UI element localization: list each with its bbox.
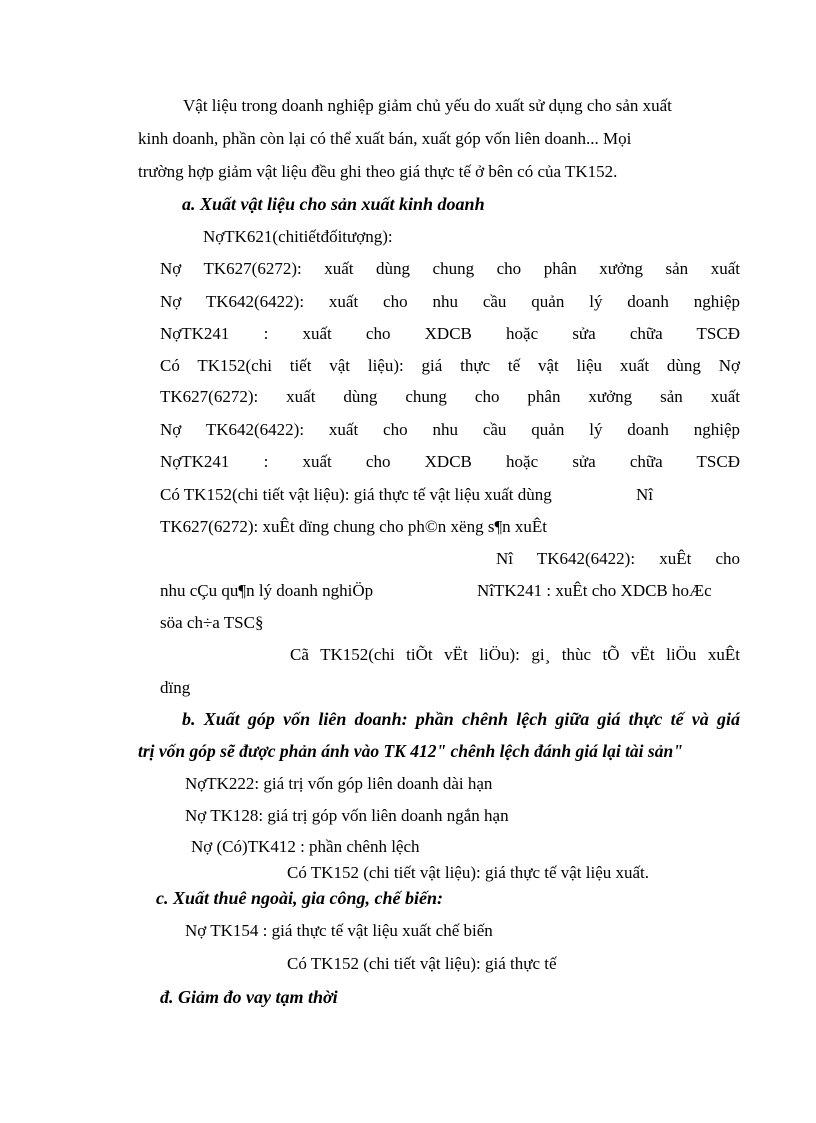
entry-line: Nợ TK627(6272): xuất dùng chung cho phân xưởng sản xuất	[160, 259, 740, 278]
entry-line: Nợ TK154 : giá thực tế vật liệu xuất chế biến	[185, 921, 493, 940]
entry-line: nhu cÇu qu¶n lý doanh nghiÖp	[160, 581, 374, 600]
entry-line: TK627(6272): xuất dùng chung cho phân xưởng sản xuất	[160, 387, 740, 406]
paragraph-line: trường hợp giảm vật liệu đều ghi theo giá thực tế ở bên có của TK152.	[138, 162, 618, 181]
entry-line: Nợ TK642(6422): xuất cho nhu cầu quản lý doanh nghiệp	[160, 292, 740, 311]
entry-line: Có TK152 (chi tiết vật liệu): giá thực tế	[287, 954, 557, 973]
section-heading-a: a. Xuất vật liệu cho sản xuất kinh doanh	[182, 194, 485, 214]
entry-line: TK627(6272): xuÊt dïng chung cho ph©n xëng s¶n xuÊt	[160, 517, 548, 536]
entry-line: Cã TK152(chi tiÕt vËt liÖu): gi¸ thùc tÕ vËt liÖu xuÊt	[290, 645, 740, 664]
entry-line: Có TK152 (chi tiết vật liệu): giá thực tế vật liệu xuất.	[287, 863, 650, 882]
entry-line: Có TK152(chi tiết vật liệu): giá thực tế vật liệu xuất dùng	[160, 485, 552, 504]
entry-line: NợTK241 : xuất cho XDCB hoặc sửa chữa TSCĐ	[160, 452, 740, 471]
entry-line: Nợ TK642(6422): xuất cho nhu cầu quản lý doanh nghiệp	[160, 420, 740, 439]
section-heading-b-cont: trị vốn góp sẽ được phản ánh vào TK 412" chênh lệch đánh giá lại tài sản"	[138, 741, 683, 761]
entry-line: NợTK621(chitiếtđốitượng):	[203, 227, 393, 246]
section-heading-b: b. Xuất góp vốn liên doanh: phần chênh lệch giữa giá thực tế và giá	[182, 709, 740, 729]
entry-line: dïng	[160, 678, 191, 697]
entry-line: NợTK222: giá trị vốn góp liên doanh dài hạn	[185, 774, 493, 793]
entry-line: söa ch÷a TSC§	[160, 613, 264, 632]
entry-line: NîTK241 : xuÊt cho XDCB hoÆc	[477, 581, 712, 600]
section-heading-c: c. Xuất thuê ngoài, gia công, chế biến:	[156, 888, 444, 908]
paragraph-line: kinh doanh, phần còn lại có thể xuất bán, xuất góp vốn liên doanh... Mọi	[138, 129, 632, 148]
entry-line: Có TK152(chi tiết vật liệu): giá thực tế vật liệu xuất dùng Nợ	[160, 356, 740, 375]
paragraph-line: Vật liệu trong doanh nghiệp giảm chủ yếu do xuất sử dụng cho sản xuất	[183, 96, 672, 115]
entry-line: Nợ (Có)TK412 : phần chênh lệch	[191, 837, 420, 856]
entry-line: NợTK241 : xuất cho XDCB hoặc sửa chữa TSCĐ	[160, 324, 740, 343]
entry-line: Nî	[636, 485, 653, 504]
entry-line: Nợ TK128: giá trị góp vốn liên doanh ngắn hạn	[185, 806, 509, 825]
entry-line: Nî TK642(6422): xuÊt cho	[496, 549, 740, 568]
section-heading-d: đ. Giảm đo vay tạm thời	[160, 987, 338, 1007]
